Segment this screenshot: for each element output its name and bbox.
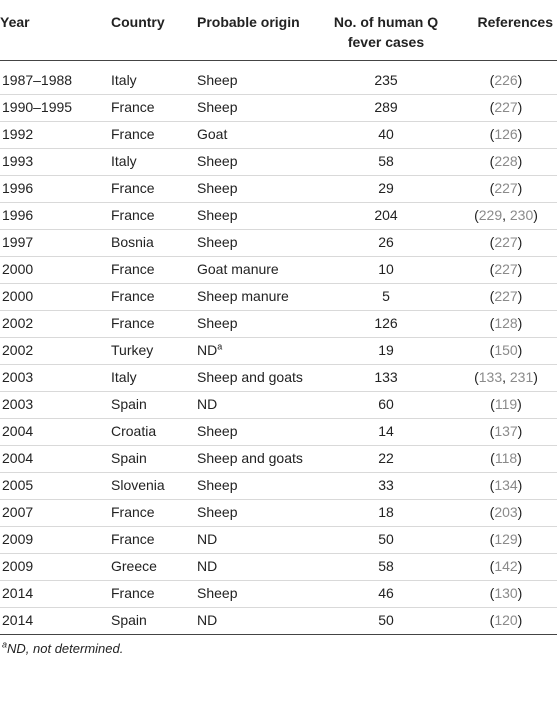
cell-origin [197, 61, 317, 95]
cell-references: (226) [455, 61, 557, 95]
cell-origin [197, 446, 317, 473]
reference-link[interactable]: 229 [478, 207, 503, 223]
cell-country: Spain [111, 446, 197, 473]
cell-references: (227) [455, 176, 557, 203]
table-row [0, 203, 557, 230]
origin-text: Sheep [197, 180, 238, 196]
reference-link[interactable]: 120 [494, 612, 518, 628]
cell-origin [197, 257, 317, 284]
cell-origin [197, 176, 317, 203]
cell-references: (119) [455, 392, 557, 419]
origin-text: Sheep [197, 99, 238, 115]
cell-origin [197, 230, 317, 257]
table-row [0, 392, 557, 419]
cell-cases: 58 [317, 554, 455, 581]
cell-references: (142) [455, 554, 557, 581]
cell-country: France [111, 500, 197, 527]
reference-link[interactable]: 133 [478, 369, 503, 385]
cell-country: Croatia [111, 419, 197, 446]
reference-link[interactable]: 231 [509, 369, 534, 385]
header-year: Year [0, 14, 30, 30]
footnote-marker: a [2, 639, 8, 650]
cell-cases: 126 [317, 311, 455, 338]
cell-year: 2014 [0, 581, 111, 608]
header-cases: No. of human Q fever cases [333, 14, 439, 50]
cell-country: France [111, 203, 197, 230]
cell-cases: 18 [317, 500, 455, 527]
cell-origin [197, 365, 317, 392]
cell-origin [197, 203, 317, 230]
reference-link[interactable]: 227 [494, 99, 518, 115]
origin-text: ND [197, 342, 218, 358]
table-row [0, 473, 557, 500]
table-row [0, 419, 557, 446]
cell-origin [197, 554, 317, 581]
cell-year: 1993 [0, 149, 111, 176]
cell-year: 2009 [0, 554, 111, 581]
table-row [0, 311, 557, 338]
reference-link[interactable]: 150 [494, 342, 518, 358]
reference-link[interactable]: 142 [494, 558, 518, 574]
cell-references: (137) [455, 419, 557, 446]
cell-references: (203) [455, 500, 557, 527]
cell-references: (120) [455, 608, 557, 635]
table-row [0, 581, 557, 608]
cell-year: 2014 [0, 608, 111, 635]
cell-year: 2004 [0, 446, 111, 473]
table-row [0, 338, 557, 365]
cell-country: France [111, 527, 197, 554]
reference-link[interactable]: 203 [494, 504, 518, 520]
cell-cases: 50 [317, 608, 455, 635]
reference-link[interactable]: 130 [494, 585, 518, 601]
reference-link[interactable]: 137 [494, 423, 518, 439]
table-row [0, 446, 557, 473]
cell-year: 2003 [0, 365, 111, 392]
cell-cases: 235 [317, 61, 455, 95]
cell-year: 2005 [0, 473, 111, 500]
cell-origin [197, 608, 317, 635]
cell-cases: 40 [317, 122, 455, 149]
table-row [0, 365, 557, 392]
origin-text: Sheep manure [197, 288, 289, 304]
table-row [0, 122, 557, 149]
origin-text: ND [197, 396, 218, 412]
cell-references: (227) [455, 257, 557, 284]
cell-references: (228) [455, 149, 557, 176]
cell-country: Slovenia [111, 473, 197, 500]
table-row [0, 149, 557, 176]
cell-cases: 5 [317, 284, 455, 311]
table-header [0, 0, 557, 61]
cell-origin [197, 527, 317, 554]
cell-cases: 26 [317, 230, 455, 257]
cell-origin [197, 500, 317, 527]
cell-references: (118) [455, 446, 557, 473]
reference-link[interactable]: 119 [494, 396, 518, 412]
header-row [0, 0, 557, 61]
table-row [0, 284, 557, 311]
reference-link[interactable]: 227 [494, 288, 518, 304]
cell-year: 2004 [0, 419, 111, 446]
cell-country: Bosnia [111, 230, 197, 257]
cell-year: 1990–1995 [0, 95, 111, 122]
reference-link[interactable]: 227 [494, 180, 518, 196]
cell-year: 2009 [0, 527, 111, 554]
origin-text: ND [197, 531, 218, 547]
table-row [0, 554, 557, 581]
reference-link[interactable]: 134 [494, 477, 518, 493]
cell-cases: 29 [317, 176, 455, 203]
cell-country: Italy [111, 149, 197, 176]
cell-country: Spain [111, 392, 197, 419]
table-row [0, 500, 557, 527]
cell-year: 2002 [0, 338, 111, 365]
origin-text: Sheep [197, 153, 238, 169]
cell-country: Italy [111, 61, 197, 95]
origin-text: Goat manure [197, 261, 279, 277]
cell-origin [197, 284, 317, 311]
reference-link[interactable]: 118 [494, 450, 518, 466]
cell-cases: 58 [317, 149, 455, 176]
cell-cases: 50 [317, 527, 455, 554]
origin-text: Sheep [197, 423, 238, 439]
origin-text: ND [197, 558, 218, 574]
origin-text: Sheep and goats [197, 369, 303, 385]
header-references: References [477, 14, 553, 30]
reference-link[interactable]: 226 [494, 72, 518, 88]
reference-link[interactable]: 230 [509, 207, 534, 223]
cell-cases: 14 [317, 419, 455, 446]
cell-references: (129) [455, 527, 557, 554]
cell-year: 1996 [0, 176, 111, 203]
reference-link[interactable]: 227 [494, 261, 518, 277]
cell-origin [197, 122, 317, 149]
cell-year: 2000 [0, 284, 111, 311]
cell-year: 1996 [0, 203, 111, 230]
cell-references: (126) [455, 122, 557, 149]
cell-origin [197, 392, 317, 419]
cell-year: 1992 [0, 122, 111, 149]
origin-text: Sheep [197, 477, 238, 493]
cell-cases: 60 [317, 392, 455, 419]
cell-origin [197, 95, 317, 122]
cell-origin [197, 419, 317, 446]
cell-country: France [111, 581, 197, 608]
footnote-marker: a [217, 341, 223, 352]
cell-country: France [111, 257, 197, 284]
cell-references: (133, 231) [455, 365, 557, 392]
cell-origin [197, 338, 317, 365]
cell-country: France [111, 176, 197, 203]
origin-text: Sheep [197, 207, 238, 223]
cell-cases: 133 [317, 365, 455, 392]
table-row [0, 176, 557, 203]
cell-references: (130) [455, 581, 557, 608]
cell-year: 1997 [0, 230, 111, 257]
cell-cases: 289 [317, 95, 455, 122]
cell-year: 2003 [0, 392, 111, 419]
origin-text: Sheep and goats [197, 450, 303, 466]
cell-origin [197, 473, 317, 500]
cell-references: (229, 230) [455, 203, 557, 230]
origin-text: Sheep [197, 585, 238, 601]
cell-country: France [111, 122, 197, 149]
cell-country: France [111, 311, 197, 338]
cell-references: (134) [455, 473, 557, 500]
header-country: Country [111, 14, 165, 30]
cell-country: Spain [111, 608, 197, 635]
cell-origin [197, 149, 317, 176]
cell-cases: 204 [317, 203, 455, 230]
origin-text: Sheep [197, 72, 238, 88]
cell-references: (227) [455, 230, 557, 257]
origin-text: Sheep [197, 504, 238, 520]
table-row [0, 230, 557, 257]
cell-cases: 19 [317, 338, 455, 365]
cell-year: 2000 [0, 257, 111, 284]
reference-link[interactable]: 129 [494, 531, 518, 547]
origin-text: Sheep [197, 315, 238, 331]
cell-references: (150) [455, 338, 557, 365]
cell-country: Turkey [111, 338, 197, 365]
cell-origin [197, 581, 317, 608]
cell-cases: 46 [317, 581, 455, 608]
header-origin: Probable origin [197, 14, 300, 30]
table-body [0, 61, 557, 635]
reference-link[interactable]: 227 [494, 234, 518, 250]
origin-text: Goat [197, 126, 228, 142]
cell-cases: 33 [317, 473, 455, 500]
table-row [0, 61, 557, 95]
table-row [0, 95, 557, 122]
cell-origin [197, 311, 317, 338]
reference-link[interactable]: 228 [494, 153, 518, 169]
cell-country: France [111, 284, 197, 311]
cell-year: 2002 [0, 311, 111, 338]
cell-references: (227) [455, 284, 557, 311]
cell-cases: 22 [317, 446, 455, 473]
cell-year: 1987–1988 [0, 61, 111, 95]
table-row [0, 527, 557, 554]
origin-text: ND [197, 612, 218, 628]
cell-country: France [111, 95, 197, 122]
cell-cases: 10 [317, 257, 455, 284]
reference-link[interactable]: 126 [494, 126, 518, 142]
origin-text: Sheep [197, 234, 238, 250]
cell-country: Greece [111, 554, 197, 581]
table-footnote [0, 635, 557, 656]
cell-references: (128) [455, 311, 557, 338]
cell-year: 2007 [0, 500, 111, 527]
footnote-text: ND, not determined. [7, 641, 124, 656]
table-row [0, 608, 557, 635]
table-row [0, 257, 557, 284]
cell-country: Italy [111, 365, 197, 392]
reference-link[interactable]: 128 [494, 315, 518, 331]
cell-references: (227) [455, 95, 557, 122]
